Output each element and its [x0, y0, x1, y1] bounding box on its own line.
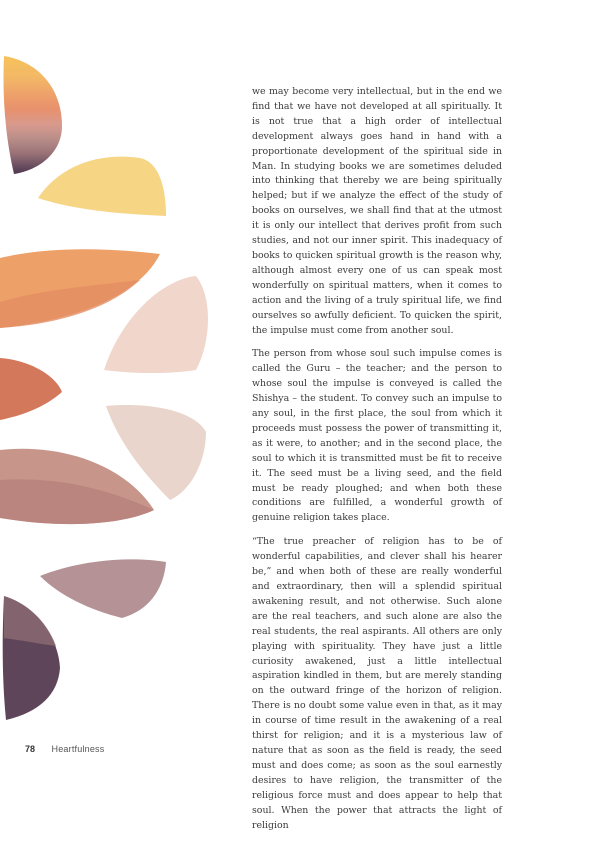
- article-body: [252, 85, 502, 842]
- petal-8: [40, 559, 166, 618]
- paragraph-1: we may become very intellectual, but in the end we find that we have not developed at all spiritually. It is not true that a high order of intellectual development always goes hand in hand with a proportionate development of the spiritual side in Man. In studying books we are sometimes deluded into thinking that thereby we are being spiritually helped; but if we analyze the effect of the study of books on ourselves, we shall find that at the utmost it is only our intellect that derives profit from such studies, and not our inner spirit. This inadequacy of books to quicken spiritual growth is the reason why, although almost every one of us can speak most wonderfully on spiritual matters, when it comes to action and the living of a truly spiritual life, we find ourselves so awfully deficient. To quicken the spirit, the impulse must come from another soul.: [252, 86, 502, 336]
- page-footer: [25, 744, 104, 754]
- petal-artwork: [0, 40, 230, 730]
- page-number: 78: [25, 744, 36, 754]
- petal-2: [38, 157, 166, 216]
- petal-5: [0, 358, 62, 420]
- paragraph-2: The person from whose soul such impulse comes is called the Guru – the teacher; and the person to whose soul the impulse is conveyed is called the Shishya – the student. To convey such an impulse to any soul, in the first place, the soul from which it proceeds must possess the power of transmitting it, as it were, to another; and in the second place, the soul to which it is transmitted must be fit to receive it. The seed must be a living seed, and the field must be ready ploughed; and when both these conditions are fulfilled, a wonderful growth of genuine religion takes place.: [252, 348, 502, 524]
- petal-1: [3, 56, 62, 174]
- publication-name: Heartfulness: [51, 744, 105, 754]
- petal-9-light: [4, 596, 56, 646]
- paragraph-3: “The true preacher of religion has to be of wonderful capabilities, and clever shall his hearer be,” and when both of these are really wonderful and extraordinary, then will a splendid spiritual awakening result, and not otherwise. Such alone are the real teachers, and such alone are also the real students, the real aspirants. All others are only playing with spirituality. They have just a little curiosity awakened, just a little intellectual aspiration kindled in them, but are merely standing on the outward fringe of the horizon of religion. There is no doubt some value even in that, as it may in course of time result in the awakening of a real thirst for religion; and it is a mysterious law of nature that as soon as the field is ready, the seed must and does come; as soon as the soul earnestly desires to have religion, the transmitter of the religious force must and does appear to help that soul. When the power that attracts the light of religion: [252, 536, 502, 831]
